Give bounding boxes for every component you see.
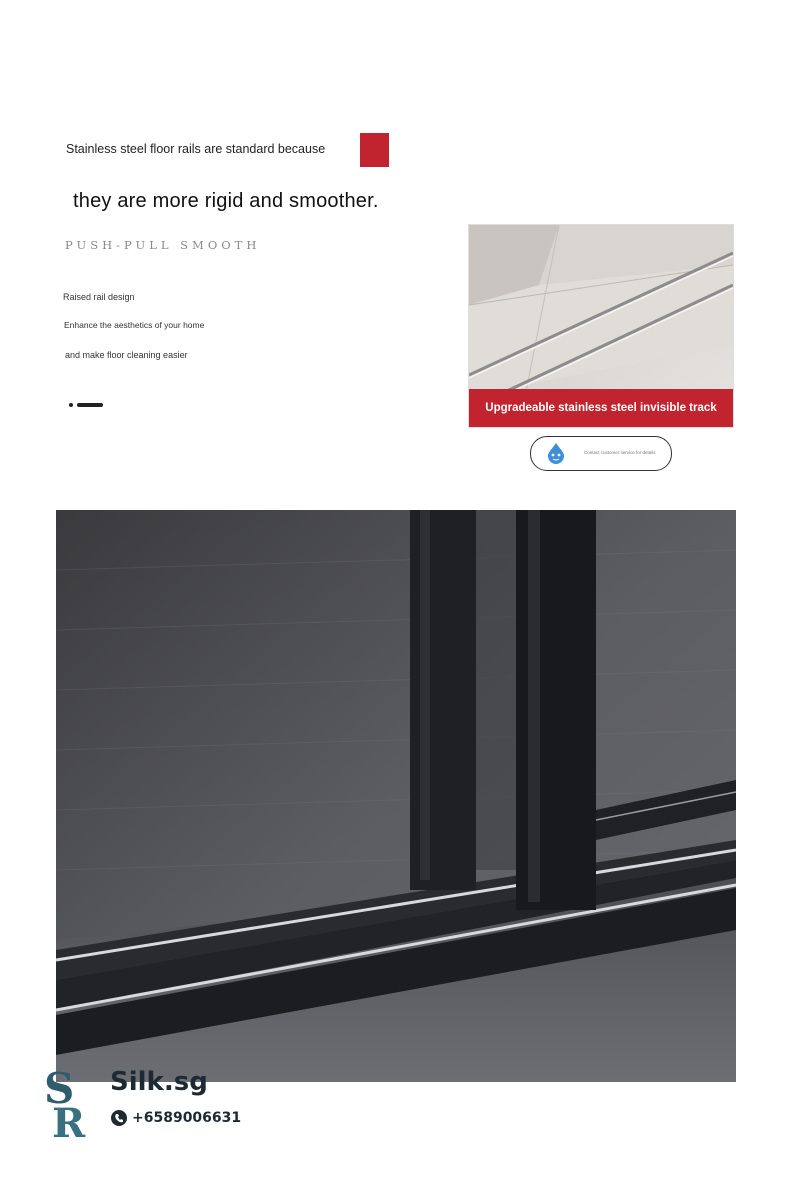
feature-line-1: Raised rail design [63,292,135,302]
section-kicker: PUSH-PULL SMOOTH [65,238,261,252]
track-caption: Upgradeable stainless steel invisible track [469,389,733,427]
sr-monogram-icon [42,1063,106,1141]
svg-text:S: S [44,1064,75,1113]
door-rail-photo [56,510,736,1082]
contact-text: Contact customer service for details [584,450,656,455]
carousel-dot[interactable] [69,403,73,407]
feature-line-2: Enhance the aesthetics of your home [64,320,205,330]
accent-square [360,133,389,167]
svg-text:R: R [52,1100,86,1141]
carousel-active-indicator[interactable] [77,403,103,407]
headline-big: they are more rigid and smoother. [73,190,379,212]
phone-number[interactable]: +6589006631 [132,1110,242,1126]
sliding-door-image [56,510,736,1082]
feature-line-3: and make floor cleaning easier [65,350,188,360]
contact-service-button[interactable] [530,436,672,471]
track-photo [468,224,734,428]
brand-logo [42,1063,242,1143]
mascot-water-drop-icon [545,442,567,464]
headline-small: Stainless steel floor rails are standard because [66,142,326,156]
brand-name: Silk.sg [110,1067,208,1097]
whatsapp-icon [110,1109,128,1127]
